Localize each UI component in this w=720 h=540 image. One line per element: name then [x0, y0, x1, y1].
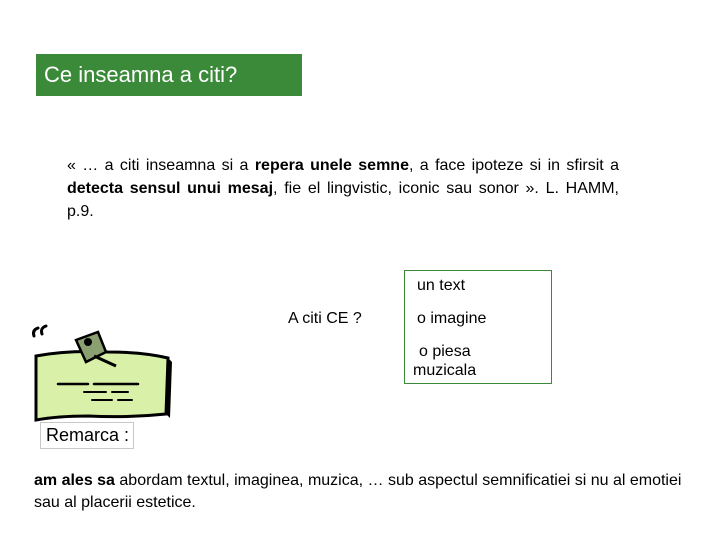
option-text: un text [417, 277, 466, 294]
option-image: o imagine [417, 310, 487, 327]
remark-text: abordam textul, imaginea, muzica, … sub aspectul semnificatiei si nu al emotiei sau al placerii estetice. [34, 472, 682, 511]
pinned-note-icon [28, 322, 178, 432]
option-music-line2: muzicala [413, 362, 477, 379]
option-music-line1: o piesa [419, 343, 471, 360]
slide-title: Ce inseamna a citi? [36, 54, 302, 96]
quote-text-2: , a face ipoteze si in sfirsit a [408, 157, 620, 174]
option-music [413, 342, 523, 380]
quote-paragraph [67, 154, 619, 223]
remark-label: Remarca : [40, 422, 134, 449]
options-box [404, 270, 552, 384]
question-label: A citi CE ? [288, 310, 362, 327]
quote-bold-2: detecta sensul unui mesaj [67, 180, 274, 197]
remark-bold: am ales sa [34, 472, 115, 489]
quote-text-3: , fie el lingvistic, iconic sau sonor ». L. HAMM, p.9. [67, 180, 620, 220]
quote-text-1: « … a citi inseamna si a [67, 157, 255, 174]
remark-paragraph [34, 470, 694, 514]
quote-bold-1: repera unele semne [254, 157, 409, 174]
